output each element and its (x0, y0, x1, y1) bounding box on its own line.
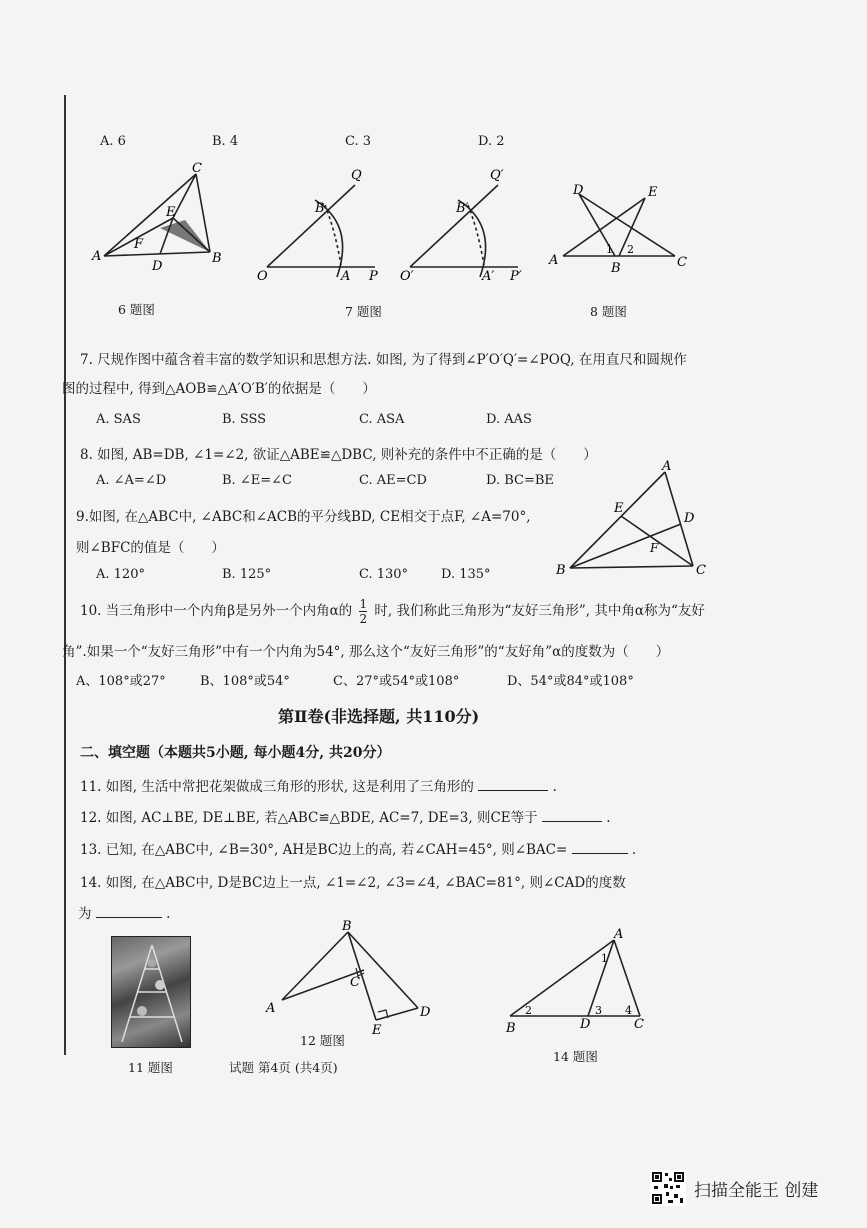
figure-7 (255, 165, 390, 285)
fig7-label-q: Q (351, 168, 362, 183)
fig8-label-2: 2 (627, 243, 634, 256)
q10-fraction-denominator: 2 (359, 612, 368, 626)
flower-rack-icon (112, 937, 190, 1047)
q9-line2: 则∠BFC的值是（ ） (76, 540, 225, 556)
q13-answer-blank[interactable] (572, 841, 628, 854)
q7-option-b: B. SSS (222, 412, 267, 427)
q13-end: . (631, 842, 637, 858)
fig9-label-a: A (662, 459, 672, 474)
fig7-label-p: P (369, 269, 378, 284)
q8-option-b: B. ∠E=∠C (222, 473, 292, 488)
q7-line1: 7. 尺规作图中蕴含着丰富的数学知识和思想方法. 如图, 为了得到∠P′O′Q′=∠POQ, 在用直尺和圆规作 (80, 352, 687, 368)
q7-option-a: A. SAS (96, 412, 141, 427)
q6-option-c: C. 3 (345, 134, 372, 149)
fig14-label-2: 2 (525, 1004, 532, 1017)
q6-option-b: B. 4 (212, 134, 239, 149)
q10-option-d: D、54°或84°或108° (507, 674, 634, 689)
q9-line1: 9.如图, 在△ABC中, ∠ABC和∠ACB的平分线BD, CE相交于点F, ∠A=70°, (76, 509, 531, 525)
figure-8 (545, 180, 690, 275)
q14-answer-blank[interactable] (96, 905, 162, 918)
fig9-label-c: C (696, 563, 706, 578)
fig12-label-d: D (420, 1005, 431, 1020)
fig6-label-a: A (92, 249, 102, 264)
q10-line2: 角”.如果一个“友好三角形”中有一个内角为54°, 那么这个“友好三角形”的“友好角”α的度数为（ ） (62, 644, 670, 660)
fig8-label-a: A (549, 253, 559, 268)
q7-option-d: D. AAS (486, 412, 532, 427)
fig11-caption: 11 题图 (128, 1060, 173, 1075)
fig14-label-4: 4 (625, 1004, 632, 1017)
q6-option-a: A. 6 (100, 134, 126, 149)
q14-end: . (166, 906, 171, 922)
fig7-label-a: A (341, 269, 351, 284)
part2-title: 第Ⅱ卷(非选择题, 共110分) (278, 707, 480, 726)
fig14-label-d: D (580, 1017, 591, 1032)
q8-option-d: D. BC=BE (486, 473, 554, 488)
fig7b-label-p: P′ (510, 269, 522, 284)
fig14-label-3: 3 (595, 1004, 602, 1017)
fig8-label-b: B (611, 261, 621, 275)
q13-text: 13. 已知, 在△ABC中, ∠B=30°, AH是BC边上的高, 若∠CAH=45°, 则∠BAC= (80, 842, 568, 858)
scanner-watermark (650, 1170, 818, 1206)
fig6-label-b: B (212, 251, 222, 266)
q8-option-c: C. AE=CD (359, 473, 427, 488)
q10-option-b: B、108°或54° (200, 674, 290, 689)
q14-line1: 14. 如图, 在△ABC中, D是BC边上一点, ∠1=∠2, ∠3=∠4, ∠BAC=81°, 则∠CAD的度数 (80, 875, 626, 891)
q8-option-a: A. ∠A=∠D (96, 473, 167, 488)
fig12-label-e: E (372, 1023, 382, 1035)
figure-12 (258, 920, 438, 1035)
fig6-label-f: F (134, 237, 144, 252)
q10-option-a: A、108°或27° (76, 674, 166, 689)
q10-option-c: C、27°或54°或108° (333, 674, 460, 689)
q9-option-d: D. 135° (441, 567, 491, 582)
fig8-label-e: E (648, 185, 658, 200)
q13-line (80, 838, 636, 858)
q7-option-c: C. ASA (359, 412, 405, 427)
fig7-caption: 7 题图 (345, 304, 382, 319)
fig14-label-1: 1 (601, 952, 608, 965)
fig9-label-f: F (650, 541, 659, 555)
fig7b-label-q: Q′ (490, 168, 504, 183)
fig8-label-1: 1 (606, 243, 613, 256)
figure-9 (550, 458, 720, 583)
fig9-label-b: B (556, 563, 566, 578)
fig14-label-b: B (506, 1021, 516, 1034)
fig14-caption: 14 题图 (553, 1049, 598, 1064)
fig7-label-b: B (315, 201, 325, 216)
fig14-label-c: C (634, 1017, 644, 1032)
fig8-caption: 8 题图 (590, 304, 627, 319)
fig6-shaded-region (160, 220, 210, 252)
q10-fraction-numerator: 1 (359, 597, 368, 611)
fig12-label-b: B (342, 920, 352, 934)
fig12-label-c: C (350, 975, 360, 990)
q12-text: 12. 如图, AC⊥BE, DE⊥BE, 若△ABC≌△BDE, AC=7, DE=3, 则CE等于 (80, 810, 538, 826)
q14-line2-start: 为 (78, 906, 92, 922)
fig7-label-o: O (257, 269, 268, 284)
figure-7-prime (398, 165, 533, 285)
q10-fraction (359, 598, 367, 625)
q12-line (80, 806, 611, 826)
q9-option-a: A. 120° (96, 567, 145, 582)
fig14-label-a: A (614, 927, 624, 942)
fig8-label-d: D (573, 183, 584, 198)
fig9-label-d: D (684, 511, 695, 526)
fig7b-label-o: O′ (400, 269, 414, 284)
figure-11-photo (111, 936, 191, 1048)
q10-line1-end: 时, 我们称此三角形为“友好三角形”, 其中角α称为“友好 (374, 603, 705, 619)
q11-line (80, 775, 557, 795)
fig6-caption: 6 题图 (118, 302, 155, 317)
q12-end: . (606, 810, 611, 826)
fig6-label-c: C (192, 161, 202, 176)
qr-code-icon (650, 1170, 686, 1206)
figure-6 (90, 160, 240, 270)
q9-option-c: C. 130° (359, 567, 409, 582)
figure-14 (500, 922, 660, 1034)
fig6-label-e: E (166, 205, 176, 220)
section2-title: 二、填空题（本题共5小题, 每小题4分, 共20分） (80, 745, 391, 761)
q12-answer-blank[interactable] (542, 809, 602, 822)
q10-line1-start: 10. 当三角形中一个内角β是另外一个内角α的 (80, 603, 353, 619)
q6-option-d: D. 2 (478, 134, 505, 149)
fig8-label-c: C (677, 255, 687, 270)
q11-answer-blank[interactable] (478, 778, 548, 791)
fig6-label-d: D (152, 259, 163, 270)
left-margin-line (64, 95, 66, 1055)
fig7b-label-b: B′ (456, 201, 469, 216)
q9-option-b: B. 125° (222, 567, 272, 582)
scanner-watermark-text: 扫描全能王 创建 (694, 1180, 819, 1201)
fig7b-label-a: A′ (482, 269, 495, 284)
q7-line2: 图的过程中, 得到△AOB≌△A′O′B′的依据是（ ） (62, 381, 376, 397)
fig12-caption: 12 题图 (300, 1033, 345, 1048)
q8-line1: 8. 如图, AB=DB, ∠1=∠2, 欲证△ABE≌△DBC, 则补充的条件中不正确的是（ ） (80, 447, 597, 463)
q10-line1 (80, 598, 705, 625)
fig9-label-e: E (614, 501, 624, 516)
q14-line2 (78, 902, 170, 922)
q11-text: 11. 如图, 生活中常把花架做成三角形的形状, 这是利用了三角形的 (80, 779, 474, 795)
page-footer: 试题 第4页 (共4页) (229, 1060, 338, 1075)
q11-end: . (552, 779, 557, 795)
fig12-label-a: A (266, 1001, 276, 1016)
